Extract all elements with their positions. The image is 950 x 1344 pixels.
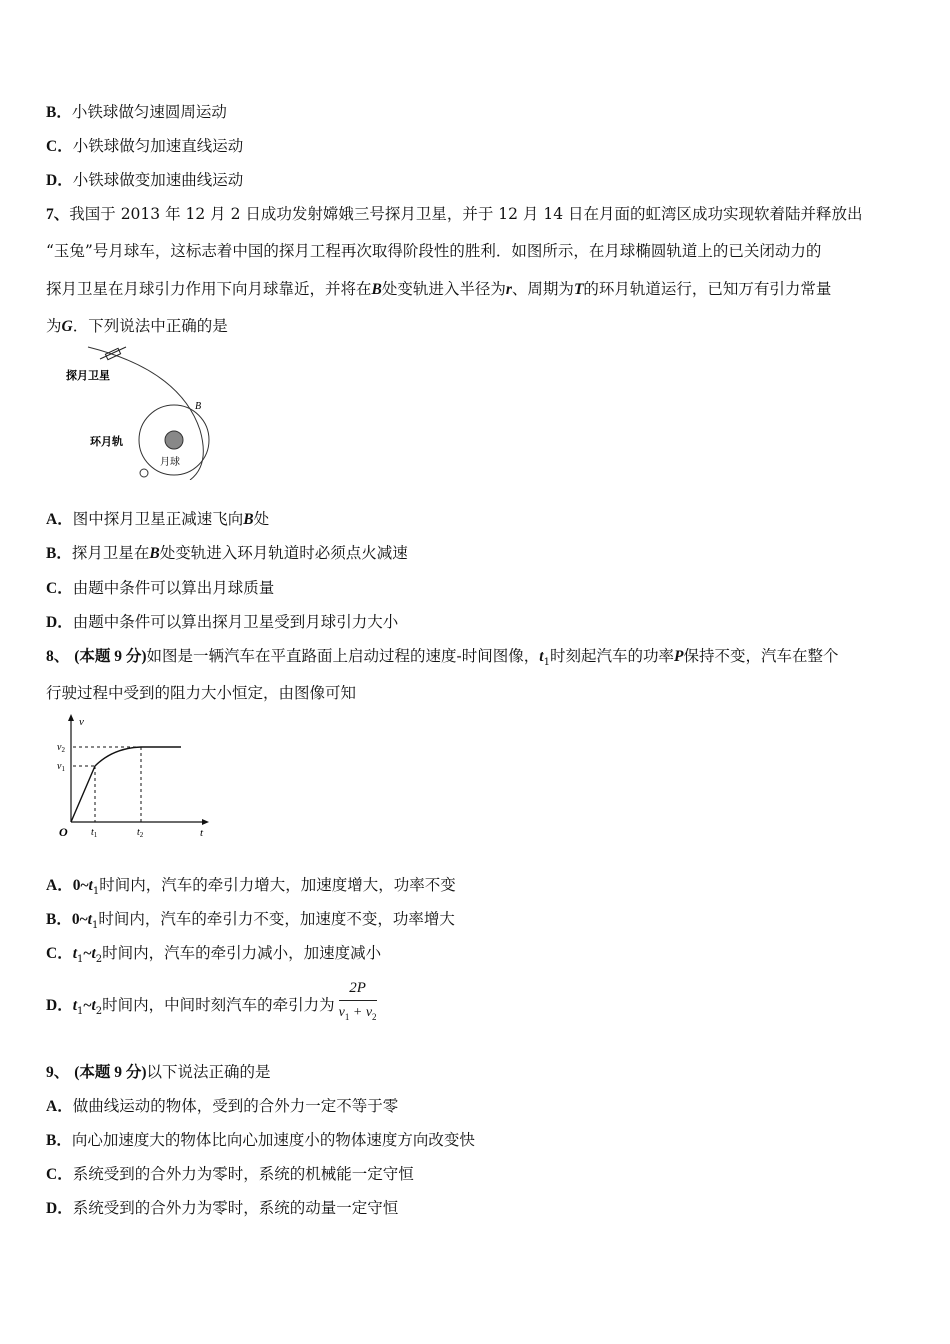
option-label: D． — [46, 614, 73, 631]
subscript: 1 — [92, 886, 100, 898]
stem-text: 我国于 2013 年 12 月 2 日成功发射嫦娥三号探月卫星，并于 12 月 14 日在月面的虹湾区成功实现软着陆并释放出 — [69, 205, 863, 223]
option-text: 系统受到的合外力为零时，系统的机械能一定守恒 — [72, 1165, 414, 1183]
tilde: ~ — [83, 945, 92, 962]
subscript: 1 — [543, 657, 550, 669]
option-label: C． — [46, 945, 73, 962]
q7-stem-line-2 — [46, 241, 916, 261]
subscript: 1 — [77, 954, 84, 966]
q7-option-b — [46, 543, 916, 564]
option-text: 处变轨进入环月轨道时必须点火减速 — [159, 544, 408, 562]
option-label: A． — [46, 511, 73, 528]
var-t: t — [539, 648, 544, 665]
v1-label: $v_1$ — [57, 761, 65, 773]
q7-stem-line-3 — [46, 279, 916, 300]
option-label: B． — [46, 1132, 72, 1149]
velocity-curve — [71, 747, 181, 822]
option-label: C． — [46, 138, 73, 155]
stem-text: 以下说法正确的是 — [146, 1063, 271, 1081]
q7-option-a — [46, 509, 916, 530]
satellite-label: 探月卫星 — [66, 369, 110, 382]
q8-option-d — [46, 979, 916, 1028]
option-label: C． — [46, 580, 73, 597]
question-number: 8、 — [46, 648, 70, 665]
t1-label: $t_1$ — [91, 827, 98, 839]
point-b-label: B — [195, 401, 202, 412]
moon-label: 月球 — [160, 457, 180, 468]
option-text: 探月卫星在 — [71, 544, 150, 562]
fraction-numerator: 2P — [339, 980, 377, 1001]
option-text: 做曲线运动的物体，受到的合外力一定不等于零 — [72, 1097, 399, 1115]
stem-text: 探月卫星在月球引力作用下向月球靠近，并将在 — [46, 280, 372, 298]
fraction-denominator: $v_1 + v_2$ — [338, 1004, 377, 1022]
option-text: 时间内，中间时刻汽车的牵引力为 — [102, 996, 335, 1014]
option-label: D． — [46, 1200, 73, 1217]
option-text: 小铁球做匀速圆周运动 — [71, 103, 227, 121]
v-axis-arrow-icon — [68, 714, 74, 721]
option-text: 小铁球做匀加速直线运动 — [72, 137, 244, 155]
range-start: 0~ — [71, 911, 88, 928]
option-label: D． — [46, 172, 73, 189]
q9-option-c — [46, 1164, 916, 1185]
subscript: 2 — [95, 1006, 103, 1018]
score-note: (本题 9 分) — [74, 648, 147, 665]
subscript: 1 — [77, 1006, 84, 1018]
stem-text: 时刻起汽车的功率 — [549, 647, 674, 665]
q6-option-d — [46, 170, 916, 191]
var-r: r — [505, 281, 512, 298]
stem-text: 保持不变，汽车在整个 — [683, 647, 839, 665]
q8-option-b — [46, 909, 916, 936]
option-label: C． — [46, 1166, 73, 1183]
option-text: 小铁球做变加速曲线运动 — [72, 171, 244, 189]
q8-option-a — [46, 875, 916, 902]
q8-option-c — [46, 943, 916, 970]
q8-velocity-time-graph — [55, 712, 215, 842]
stem-text: 处变轨进入半径为 — [381, 280, 506, 298]
option-label: B． — [46, 911, 72, 928]
var-b: B — [371, 281, 382, 298]
option-label: B． — [46, 545, 72, 562]
stem-text: 的环月轨道运行，已知万有引力常量 — [583, 280, 832, 298]
stem-text: ．下列说法中正确的是 — [72, 317, 228, 335]
origin-label: O — [59, 825, 68, 839]
var-t: t — [88, 877, 93, 894]
question-number: 7、 — [46, 206, 70, 223]
q6-option-b — [46, 102, 916, 123]
score-note: (本题 9 分) — [74, 1064, 147, 1081]
v-axis-label: v — [79, 716, 84, 728]
q8-stem-line-1 — [46, 646, 916, 673]
option-text: 图中探月卫星正减速飞向 — [72, 510, 244, 528]
force-fraction — [339, 980, 377, 1025]
subscript: 2 — [95, 954, 103, 966]
option-text: 系统受到的合外力为零时，系统的动量一定守恒 — [72, 1199, 399, 1217]
var-t: t — [91, 997, 96, 1014]
var-t: t — [91, 945, 96, 962]
question-number: 9、 — [46, 1064, 70, 1081]
q7-option-d — [46, 612, 916, 633]
q7-option-c — [46, 578, 916, 599]
q9-stem — [46, 1062, 916, 1083]
lunar-orbit-label: 环月轨 — [90, 435, 123, 448]
v2-label: $v_2$ — [57, 742, 65, 754]
stem-text: 为 — [46, 317, 62, 335]
t-axis-arrow-icon — [202, 819, 209, 825]
stem-text: “玉兔”号月球车，这标志着中国的探月工程再次取得阶段性的胜利．如图所示，在月球椭圆轨道上的已关闭动力的 — [46, 242, 822, 260]
q7-stem-line-4 — [46, 316, 916, 337]
option-text: 时间内，汽车的牵引力增大，加速度增大，功率不变 — [99, 876, 456, 894]
option-label: B． — [46, 104, 72, 121]
var-t: T — [573, 281, 584, 298]
option-label: A． — [46, 1098, 73, 1115]
option-text: 向心加速度大的物体比向心加速度小的物体速度方向改变快 — [71, 1131, 475, 1149]
t2-label: $t_2$ — [137, 827, 144, 839]
tilde: ~ — [83, 997, 92, 1014]
stem-text: 行驶过程中受到的阻力大小恒定，由图像可知 — [46, 684, 357, 702]
var-b: B — [149, 545, 160, 562]
stem-text: 如图是一辆汽车在平直路面上启动过程的速度-时间图像， — [146, 647, 540, 665]
option-text: 时间内，汽车的牵引力减小，加速度减小 — [102, 944, 382, 962]
option-label: A． — [46, 877, 73, 894]
var-b: B — [243, 511, 254, 528]
var-g: G — [61, 318, 73, 335]
subscript: 1 — [91, 920, 99, 932]
option-text: 时间内，汽车的牵引力不变，加速度不变，功率增大 — [98, 910, 455, 928]
var-t: t — [72, 945, 78, 962]
option-text: 处 — [253, 510, 270, 528]
q8-stem-line-2 — [46, 683, 916, 703]
q7-stem-line-1 — [46, 204, 916, 225]
stem-text: 、周期为 — [511, 280, 574, 298]
option-text: 由题中条件可以算出月球质量 — [72, 579, 275, 597]
moon-icon — [165, 431, 183, 449]
var-t: t — [72, 997, 78, 1014]
satellite-on-orbit-icon — [140, 469, 148, 477]
q6-option-c — [46, 136, 916, 157]
option-text: 由题中条件可以算出探月卫星受到月球引力大小 — [72, 613, 399, 631]
range-start: 0~ — [72, 877, 89, 894]
q9-option-d — [46, 1198, 916, 1219]
t-axis-label: t — [200, 827, 204, 839]
var-p: P — [673, 648, 684, 665]
q9-option-b — [46, 1130, 916, 1151]
q9-option-a — [46, 1096, 916, 1117]
q7-orbit-figure — [60, 345, 230, 480]
var-t: t — [87, 911, 92, 928]
option-label: D． — [46, 997, 73, 1014]
